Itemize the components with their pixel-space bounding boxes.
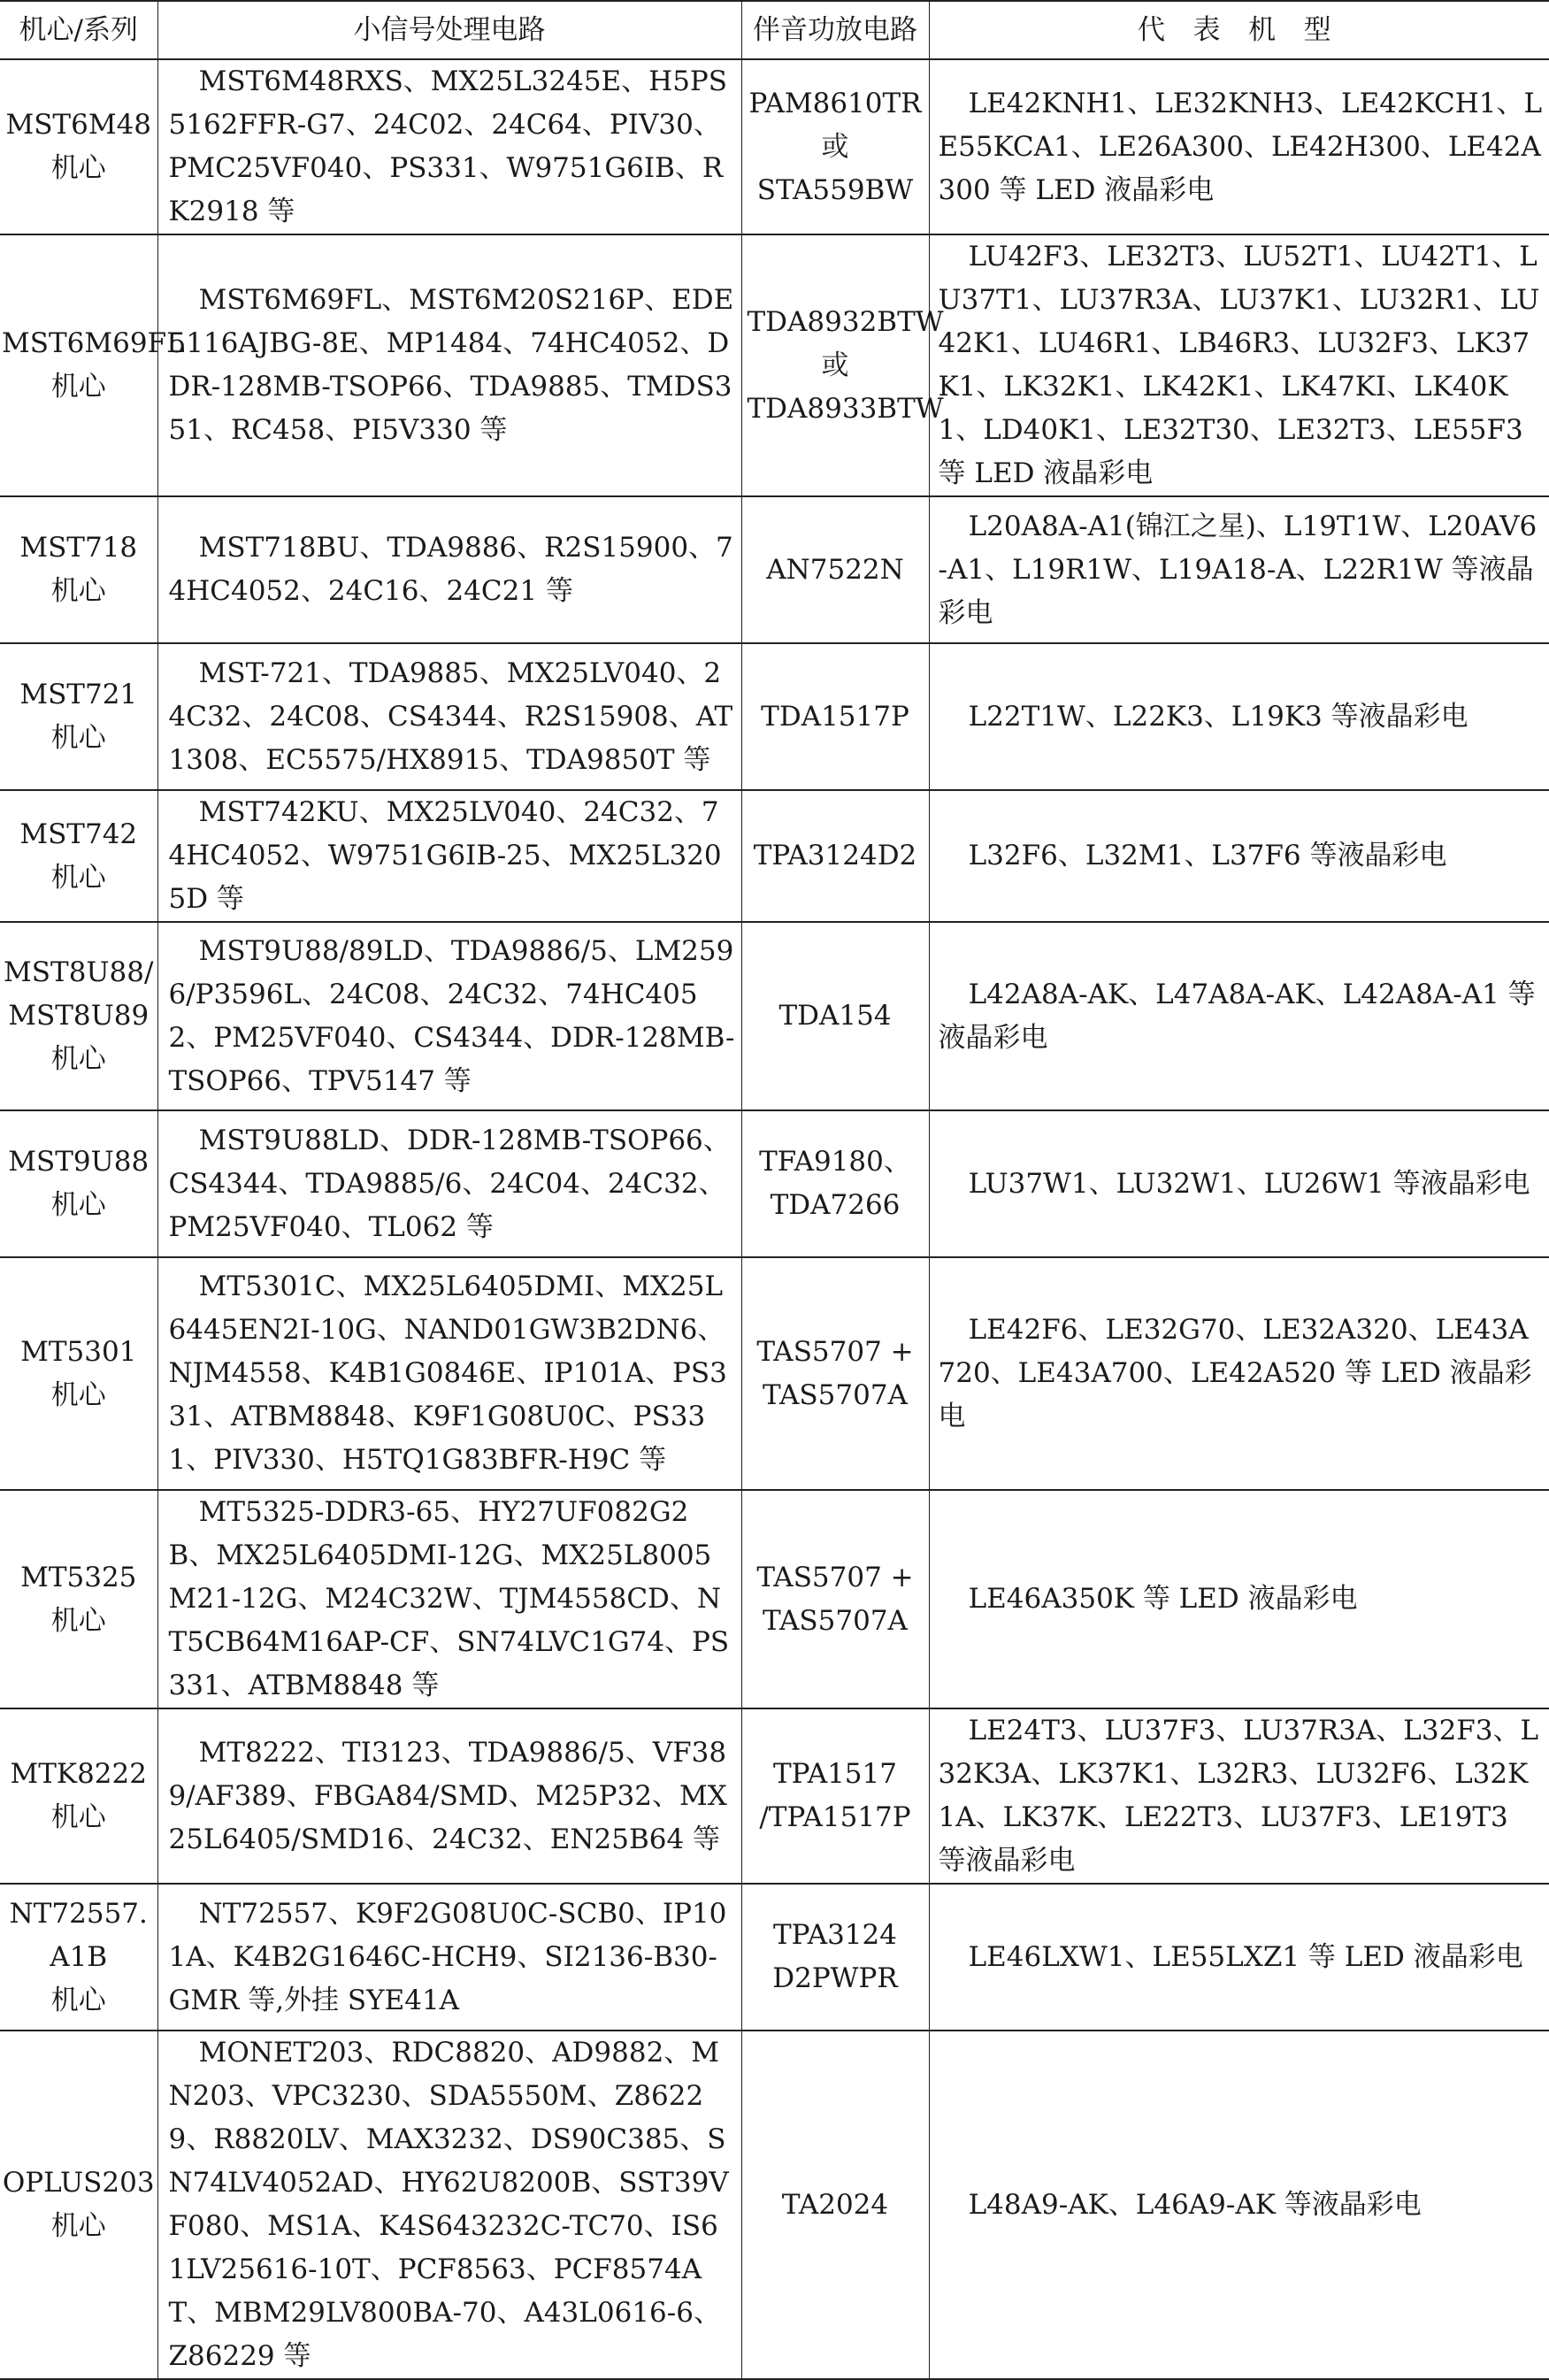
models-cell: LE46A350K 等 LED 液晶彩电	[929, 1490, 1549, 1708]
table-row	[0, 1110, 1549, 1257]
signal-circuit-cell: MT8222、TI3123、TDA9886/5、VF389/AF389、FBGA84/SMD、M25P32、MX25L6405/SMD16、24C32、EN25B64 等	[157, 1708, 741, 1884]
chassis-suffix: 机心	[50, 1604, 106, 1637]
signal-circuit-cell: MST6M69FL、MST6M20S216P、EDE5116AJBG-8E、MP1484、74HC4052、DDR-128MB-TSOP66、TDA9885、TMDS351、RC458、PI5V330 等	[157, 234, 741, 496]
chassis-cell	[0, 1110, 157, 1257]
audio-line: PAM8610TR	[748, 87, 922, 119]
chassis-cell	[0, 1708, 157, 1884]
chassis-name: MST718	[19, 532, 138, 564]
chassis-suffix: 机心	[50, 152, 106, 184]
chassis-name: MST6M48	[5, 109, 152, 141]
audio-line: TAS5707 +	[756, 1561, 914, 1593]
models-cell: L48A9-AK、L46A9-AK 等液晶彩电	[929, 2031, 1549, 2379]
chassis-cell	[0, 496, 157, 643]
audio-line: /TPA1517P	[759, 1801, 911, 1833]
chassis-cell	[0, 643, 157, 790]
signal-circuit-cell: MT5325-DDR3-65、HY27UF082G2B、MX25L6405DMI-12G、MX25L8005M21-12G、M24C32W、TJM4558CD、NT5CB64M16AP-CF、SN74LVC1G74、PS331、ATBM8848 等	[157, 1490, 741, 1708]
signal-circuit-cell: MST6M48RXS、MX25L3245E、H5PS5162FFR-G7、24C02、24C64、PIV30、PMC25VF040、PS331、W9751G6IB、RK2918 等	[157, 59, 741, 234]
models-cell: L32F6、L32M1、L37F6 等液晶彩电	[929, 790, 1549, 922]
audio-line: TA2024	[781, 2188, 889, 2221]
signal-circuit-cell: MONET203、RDC8820、AD9882、MN203、VPC3230、SDA5550M、Z86229、R8820LV、MAX3232、DS90C385、SN74LV4052AD、HY62U8200B、SST39VF080、MS1A、K4S643232C-TC70、IS61LV25616-10T、PCF8563、PCF8574AT、MBM29LV800BA-70、A43L0616-6、Z86229 等	[157, 2031, 741, 2379]
table-row	[0, 1884, 1549, 2031]
chassis-name: MST9U88	[8, 1146, 150, 1178]
chassis-suffix: 机心	[50, 1189, 106, 1221]
chassis-name: MST742	[19, 818, 138, 850]
audio-line: TDA154	[778, 1000, 892, 1032]
header-audio-amp: 伴音功放电路	[741, 1, 929, 59]
signal-circuit-cell: NT72557、K9F2G08U0C-SCB0、IP101A、K4B2G1646C-HCH9、SI2136-B30-GMR 等,外挂 SYE41A	[157, 1884, 741, 2031]
audio-line: TFA9180、	[759, 1146, 911, 1178]
audio-line: TDA7266	[770, 1189, 901, 1221]
audio-line: TAS5707A	[763, 1378, 908, 1411]
signal-circuit-cell: MST-721、TDA9885、MX25LV040、24C32、24C08、CS4344、R2S15908、AT1308、EC5575/HX8915、TDA9850T 等	[157, 643, 741, 790]
table-row	[0, 922, 1549, 1110]
audio-line: TDA1517P	[761, 700, 909, 733]
models-cell: L22T1W、L22K3、L19K3 等液晶彩电	[929, 643, 1549, 790]
table-row	[0, 496, 1549, 643]
table-row	[0, 1708, 1549, 1884]
audio-line: TAS5707A	[763, 1604, 908, 1637]
chassis-name: MST8U88/	[4, 956, 154, 988]
chassis-suffix: 机心	[50, 1984, 106, 2016]
table-row	[0, 790, 1549, 922]
chassis-name: MTK8222	[10, 1758, 147, 1790]
audio-line: TPA3124D2	[753, 840, 917, 871]
header-chassis: 机心/系列	[0, 1, 157, 59]
chassis-suffix: 机心	[50, 1043, 106, 1075]
audio-amp-cell	[741, 1490, 929, 1708]
table-row	[0, 234, 1549, 496]
signal-circuit-cell: MT5301C、MX25L6405DMI、MX25L6445EN2I-10G、NAND01GW3B2DN6、NJM4558、K4B1G0846E、IP101A、PS331、ATBM8848、K9F1G08U0C、PS331、PIV330、H5TQ1G83BFR-H9C 等	[157, 1257, 741, 1490]
chassis-name: OPLUS203	[2, 2167, 155, 2199]
chassis-cell	[0, 1257, 157, 1490]
audio-line: D2PWPR	[772, 1962, 898, 1994]
models-cell: LU37W1、LU32W1、LU26W1 等液晶彩电	[929, 1110, 1549, 1257]
table-row	[0, 1257, 1549, 1490]
audio-amp-cell	[741, 1257, 929, 1490]
models-cell: L20A8A-A1(锦江之星)、L19T1W、L20AV6-A1、L19R1W、L19A18-A、L22R1W 等液晶彩电	[929, 496, 1549, 643]
audio-amp-cell	[741, 643, 929, 790]
audio-line: 或 STA559BW	[756, 130, 914, 206]
audio-amp-cell	[741, 1884, 929, 2031]
chassis-suffix: 机心	[50, 722, 106, 754]
audio-amp-cell	[741, 59, 929, 234]
chassis-cell	[0, 1490, 157, 1708]
audio-line: TAS5707 +	[756, 1335, 914, 1368]
header-models: 代 表 机 型	[929, 1, 1549, 59]
audio-amp-cell	[741, 790, 929, 922]
header-row	[0, 1, 1549, 59]
signal-circuit-cell: MST9U88LD、DDR-128MB-TSOP66、CS4344、TDA9885/6、24C04、24C32、PM25VF040、TL062 等	[157, 1110, 741, 1257]
chassis-name: MT5325	[20, 1561, 137, 1593]
models-cell: LU42F3、LE32T3、LU52T1、LU42T1、LU37T1、LU37R3A、LU37K1、LU32R1、LU42K1、LU46R1、LB46R3、LU32F3、LK37K1、LK32K1、LK42K1、LK47KI、LK40K1、LD40K1、LE32T30、LE32T3、LE55F3 等 LED 液晶彩电	[929, 234, 1549, 496]
table-row	[0, 643, 1549, 790]
signal-circuit-cell: MST742KU、MX25LV040、24C32、74HC4052、W9751G6IB-25、MX25L3205D 等	[157, 790, 741, 922]
audio-amp-cell	[741, 496, 929, 643]
chassis-cell	[0, 2031, 157, 2379]
models-cell: LE46LXW1、LE55LXZ1 等 LED 液晶彩电	[929, 1884, 1549, 2031]
table-row	[0, 59, 1549, 234]
chassis-suffix: 机心	[50, 861, 106, 894]
chassis-cell	[0, 790, 157, 922]
table-row	[0, 1490, 1549, 1708]
chassis-cell	[0, 59, 157, 234]
chassis-cell	[0, 922, 157, 1110]
audio-amp-cell	[741, 2031, 929, 2379]
chassis-suffix: 机心	[50, 1801, 106, 1833]
models-cell: L42A8A-AK、L47A8A-AK、L42A8A-A1 等液晶彩电	[929, 922, 1549, 1110]
header-signal-circuit: 小信号处理电路	[157, 1, 741, 59]
chassis-suffix: 机心	[50, 371, 106, 403]
audio-line: 或	[821, 349, 849, 381]
audio-line: TPA1517	[773, 1758, 897, 1790]
chassis-suffix: 机心	[50, 575, 106, 607]
models-cell: LE42F6、LE32G70、LE32A320、LE43A720、LE43A700、LE42A520 等 LED 液晶彩电	[929, 1257, 1549, 1490]
audio-line: TDA8932BTW	[747, 305, 944, 338]
chassis-name: MST721	[19, 679, 138, 710]
audio-amp-cell	[741, 1110, 929, 1257]
chassis-name: MST8U89	[8, 1000, 150, 1032]
models-cell: LE42KNH1、LE32KNH3、LE42KCH1、LE55KCA1、LE26A300、LE42H300、LE42A300 等 LED 液晶彩电	[929, 59, 1549, 234]
models-cell: LE24T3、LU37F3、LU37R3A、L32F3、L32K3A、LK37K1、L32R3、LU32F6、L32K1A、LK37K、LE22T3、LU37F3、LE19T3 等液晶彩电	[929, 1708, 1549, 1884]
audio-line: AN7522N	[766, 553, 904, 586]
chassis-suffix: 机心	[50, 2210, 106, 2242]
chassis-cell	[0, 234, 185, 496]
table-row	[0, 2031, 1549, 2379]
chassis-name: MT5301	[20, 1335, 137, 1368]
audio-amp-cell	[741, 1708, 929, 1884]
audio-line: TDA8933BTW	[747, 392, 944, 425]
signal-circuit-cell: MST9U88/89LD、TDA9886/5、LM2596/P3596L、24C08、24C32、74HC4052、PM25VF040、CS4344、DDR-128MB-TSOP66、TPV5147 等	[157, 922, 741, 1110]
audio-amp-cell	[741, 922, 929, 1110]
chassis-name: NT72557. A1B	[9, 1897, 148, 1973]
chassis-name: MST6M69FL	[2, 327, 185, 359]
audio-amp-cell	[741, 234, 944, 496]
chassis-suffix: 机心	[50, 1378, 106, 1411]
signal-circuit-cell: MST718BU、TDA9886、R2S15900、74HC4052、24C16、24C21 等	[157, 496, 741, 643]
chassis-cell	[0, 1884, 157, 2031]
audio-line: TPA3124	[773, 1919, 897, 1951]
